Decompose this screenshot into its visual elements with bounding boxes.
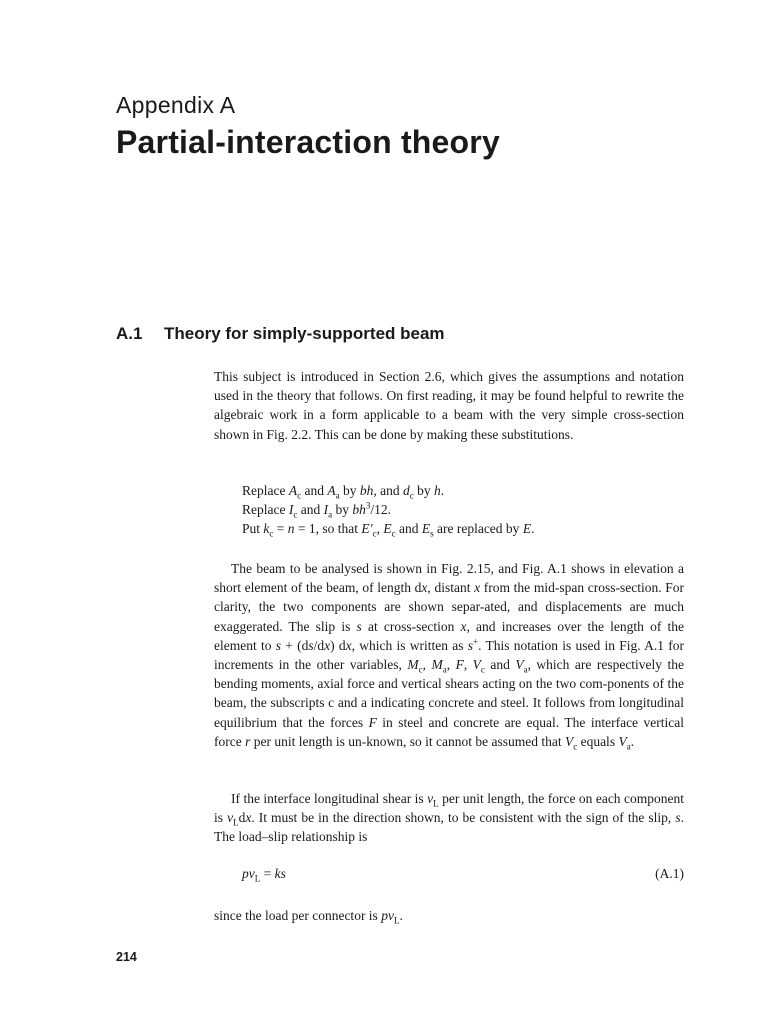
equation-a1: $pv_L$ = ks (A.1) [242, 866, 684, 884]
intro-paragraph: This subject is introduced in Section 2.6, which gives the assumptions and notation used in the theory that follows. On first reading, it may be found helpful to rewrite the algebraic work in a form applicable to a beam with the very simple cross-section shown in Fig. 2.2. This can be done by making these substitutions. [214, 369, 684, 442]
closing-sentence: since the load per connector is $pv_L$. [214, 908, 403, 926]
appendix-label: Appendix A [116, 92, 236, 118]
substitution-line-1: Replace $A_c$ and $A_a$ by bh, and $d_c$ by h. [242, 483, 445, 501]
section-heading [116, 324, 445, 344]
section-number: A.1 [116, 324, 143, 343]
page-number: 214 [116, 950, 137, 964]
equation-lhs: pv [242, 866, 255, 881]
equation-rhs: ks [274, 866, 286, 881]
body-paragraph-2: The beam to be analysed is shown in Fig. 2.15, and Fig. A.1 shows in elevation a short element of the beam, of length dx, distant x from the mid-span cross-section. For clarity, the two components are shown separ-ated, and displacements are much exaggerated. The slip is s at cross-section x, and increases over the length of the element to s + (ds/dx) dx, which is written as s+. This notation is used in Fig. A.1 for increments in the other variables, $M_c$, $M_a$, F, $V_c$ and $V_a$, which are respectively the bending moments, axial force and vertical shears acting on the two com-ponents of the beam, the subscripts c and a indicating concrete and steel. It follows from longitudinal equilibrium that the forces F in steel and concrete are equal. The interface vertical force r per unit length is un-known, so it cannot be assumed that $V_c$ equals $V_a$. [214, 561, 685, 752]
section-title: Theory for simply-supported beam [164, 324, 445, 343]
substitution-line-2: Replace $I_c$ and $I_a$ by $bh^3/12$. [242, 500, 391, 520]
body-paragraph-3: If the interface longitudinal shear is $v_L$ per unit length, the force on each component is $v_Ldx$. It must be in the direction shown, to be consistent with the sign of the slip, s. The load–slip relationship is [214, 791, 684, 845]
equation-number: (A.1) [655, 866, 684, 881]
substitution-list [242, 481, 534, 538]
substitution-line-3: Put $k_c = n = 1$, so that $E'_c$, $E_c$ and $E_s$ are replaced by E. [242, 521, 535, 539]
page-title: Partial-interaction theory [116, 124, 500, 160]
